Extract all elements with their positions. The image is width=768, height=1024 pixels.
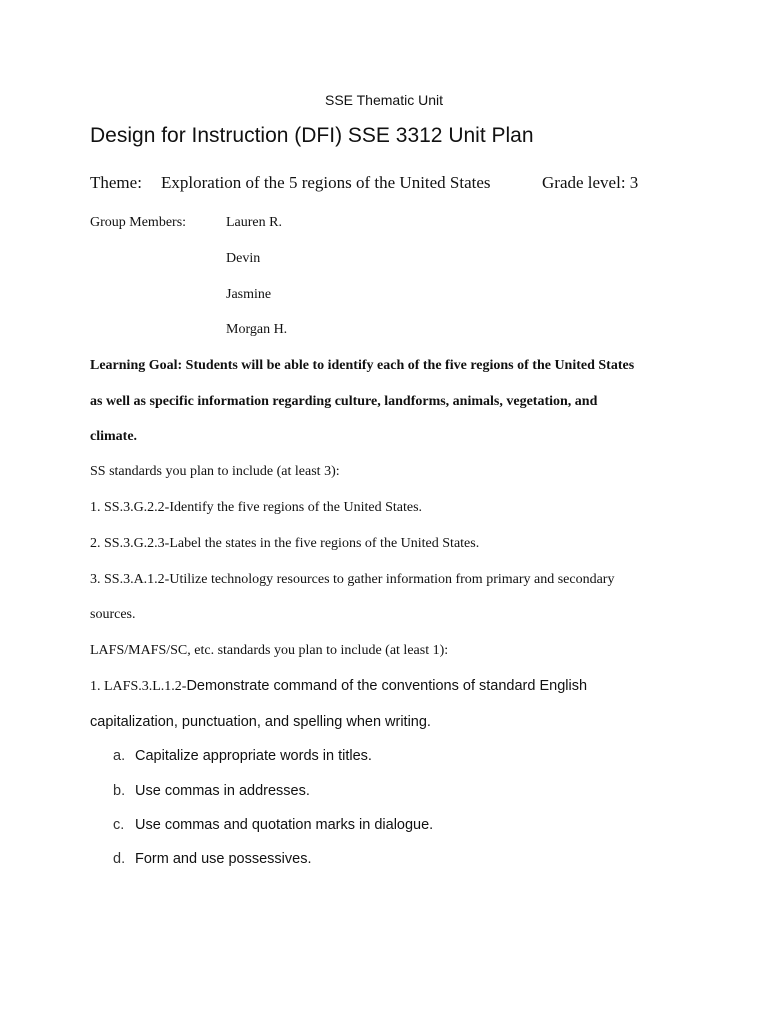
group-member: Jasmine [226, 287, 272, 302]
sub-item-marker: c. [113, 817, 125, 833]
sub-item-marker: a. [113, 748, 126, 764]
group-member: Morgan H. [226, 322, 288, 337]
lafs-sub-item [113, 783, 310, 799]
ss-standard-item: 2. SS.3.G.2.3-Label the states in the five regions of the United States. [90, 536, 480, 551]
lafs-sub-item [113, 851, 312, 867]
group-member: Devin [226, 251, 261, 266]
theme-label: Theme: [90, 173, 142, 192]
lafs-standard-item [90, 678, 587, 695]
learning-goal-line: as well as specific information regarding culture, landforms, animals, vegetation, and [90, 394, 598, 409]
sub-item-marker: b. [113, 783, 126, 799]
learning-goal-line: Learning Goal: Students will be able to identify each of the five regions of the United States [90, 358, 635, 373]
ss-standard-item: 1. SS.3.G.2.2-Identify the five regions of the United States. [90, 500, 423, 515]
lafs-standards-heading: LAFS/MAFS/SC, etc. standards you plan to include (at least 1): [90, 643, 449, 658]
document-header-label: SSE Thematic Unit [324, 92, 443, 108]
document-title: Design for Instruction (DFI) SSE 3312 Unit Plan [90, 124, 534, 147]
ss-standard-item: 3. SS.3.A.1.2-Utilize technology resources to gather information from primary and secondary [90, 572, 615, 587]
sub-item-marker: d. [113, 851, 126, 867]
lafs-sub-item [113, 817, 433, 833]
sub-item-text: Form and use possessives. [135, 851, 312, 867]
theme-value: Exploration of the 5 regions of the United States [161, 173, 491, 192]
group-member: Lauren R. [226, 215, 282, 230]
lafs-standard-code: 1. LAFS.3.L.1.2- [90, 679, 187, 694]
lafs-sub-item [113, 748, 372, 764]
sub-item-text: Use commas and quotation marks in dialogue. [135, 817, 434, 833]
grade-level: Grade level: 3 [542, 173, 639, 192]
learning-goal-line: climate. [90, 429, 138, 444]
group-members-label: Group Members: [90, 215, 187, 230]
ss-standards-heading: SS standards you plan to include (at least 3): [90, 464, 340, 479]
lafs-standard-continuation: capitalization, punctuation, and spelling when writing. [90, 714, 431, 730]
sub-item-text: Use commas in addresses. [135, 783, 310, 799]
ss-standard-continuation: sources. [90, 607, 136, 622]
lafs-standard-text: Demonstrate command of the conventions of standard English [186, 678, 588, 694]
sub-item-text: Capitalize appropriate words in titles. [135, 748, 372, 764]
